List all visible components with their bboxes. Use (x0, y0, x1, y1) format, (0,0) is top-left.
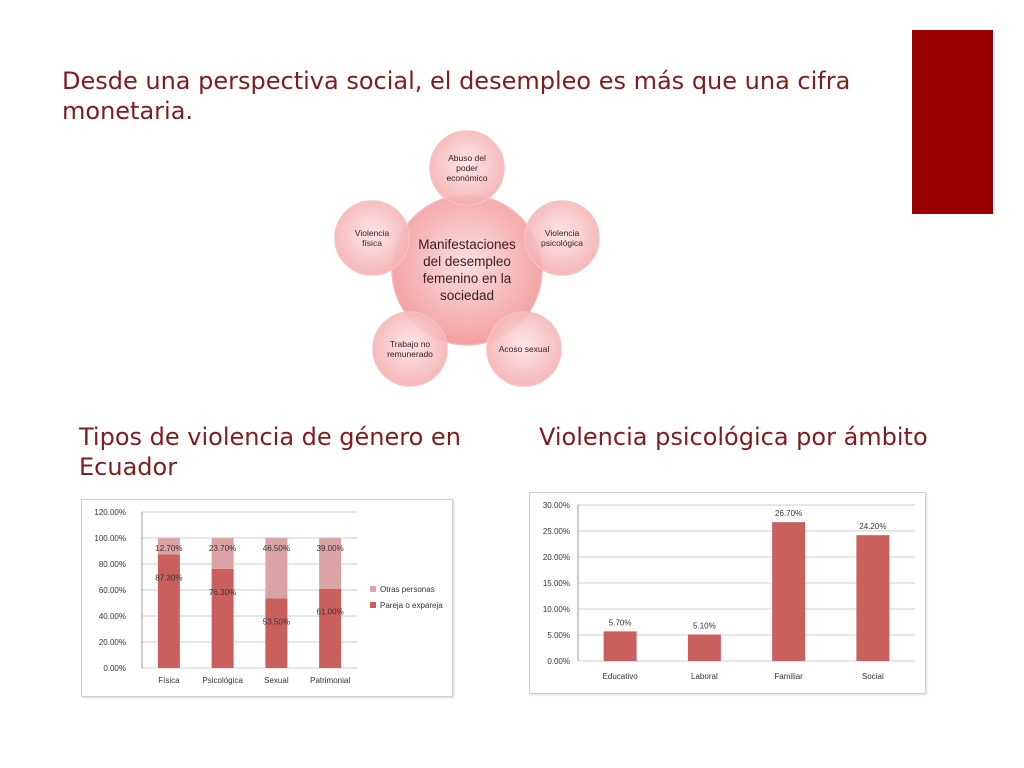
y-tick-label: 20.00% (542, 553, 570, 562)
stacked-bar-chart-box (81, 499, 453, 697)
data-label: 24.20% (859, 522, 887, 532)
y-tick-label: 100.00% (94, 534, 126, 543)
data-label: 5.70% (608, 618, 632, 628)
x-tick-label: Física (158, 676, 180, 685)
bar-chart-box (529, 492, 926, 694)
bar-chart (530, 493, 925, 693)
node-label: poder (456, 163, 478, 173)
subtitle-right: Violencia psicológica por ámbito (539, 423, 928, 451)
legend-swatch (370, 602, 376, 608)
center-label: femenino en la (422, 271, 512, 286)
bar-segment (212, 538, 234, 569)
bar-segment (158, 555, 180, 668)
stacked-bar-chart (82, 500, 452, 696)
center-label: del desempleo (423, 254, 511, 269)
x-tick-label: Laboral (691, 672, 718, 681)
bar-segment (212, 569, 234, 668)
data-label: 5.10% (693, 621, 716, 631)
data-label: 53.50% (262, 617, 290, 627)
y-tick-label: 120.00% (94, 508, 126, 517)
data-label: 61.00% (316, 607, 344, 617)
node-label: Trabajo no (389, 339, 431, 349)
node-label: remunerado (387, 349, 433, 359)
x-tick-label: Educativo (602, 672, 638, 681)
legend-label: Otras personas (380, 585, 435, 594)
subtitle-left: Tipos de violencia de género en Ecuador (79, 423, 461, 481)
y-tick-label: 30.00% (542, 501, 570, 510)
y-tick-label: 10.00% (542, 605, 570, 614)
center-label: sociedad (439, 288, 495, 303)
data-label: 23.70% (209, 544, 237, 553)
y-tick-label: 0.00% (103, 664, 126, 673)
bar (772, 522, 805, 661)
y-tick-label: 25.00% (542, 527, 570, 536)
node-label: Acoso sexual (498, 344, 550, 354)
y-tick-label: 40.00% (98, 612, 126, 621)
data-label: 26.70% (775, 509, 803, 519)
y-tick-label: 60.00% (98, 586, 126, 595)
data-label: 12.70% (155, 544, 183, 553)
accent-block (912, 30, 993, 214)
x-tick-label: Patrimonial (310, 676, 351, 685)
center-label: Manifestaciones (418, 237, 516, 252)
node-label: Abuso del (448, 153, 486, 163)
node-label: física (362, 238, 382, 248)
node-label: Violencia (544, 228, 580, 238)
data-label: 39.00% (316, 544, 344, 553)
data-label: 76.30% (209, 587, 237, 597)
y-tick-label: 20.00% (98, 638, 126, 647)
node-label: Violencia (354, 228, 390, 238)
legend-swatch (370, 586, 376, 592)
bar-segment (265, 598, 287, 668)
y-tick-label: 15.00% (542, 579, 570, 588)
node-label: económico (446, 173, 488, 183)
x-tick-label: Psicológica (202, 676, 243, 685)
y-tick-label: 0.00% (547, 657, 570, 666)
x-tick-label: Social (861, 672, 884, 681)
y-tick-label: 80.00% (98, 560, 126, 569)
y-tick-label: 5.00% (547, 631, 570, 640)
x-tick-label: Sexual (264, 676, 289, 685)
bar (688, 634, 721, 661)
cycle-diagram (330, 130, 610, 392)
bar (856, 535, 889, 661)
slide-title: Desde una perspectiva social, el desempleo es más que una cifra monetaria. (62, 67, 851, 125)
data-label: 46.50% (262, 544, 290, 553)
bar (604, 631, 637, 661)
data-label: 87.30% (155, 573, 183, 583)
legend-label: Pareja o expareja (380, 601, 443, 610)
node-label: psicológica (540, 238, 584, 248)
x-tick-label: Familiar (774, 672, 803, 681)
bar-segment (319, 589, 341, 668)
